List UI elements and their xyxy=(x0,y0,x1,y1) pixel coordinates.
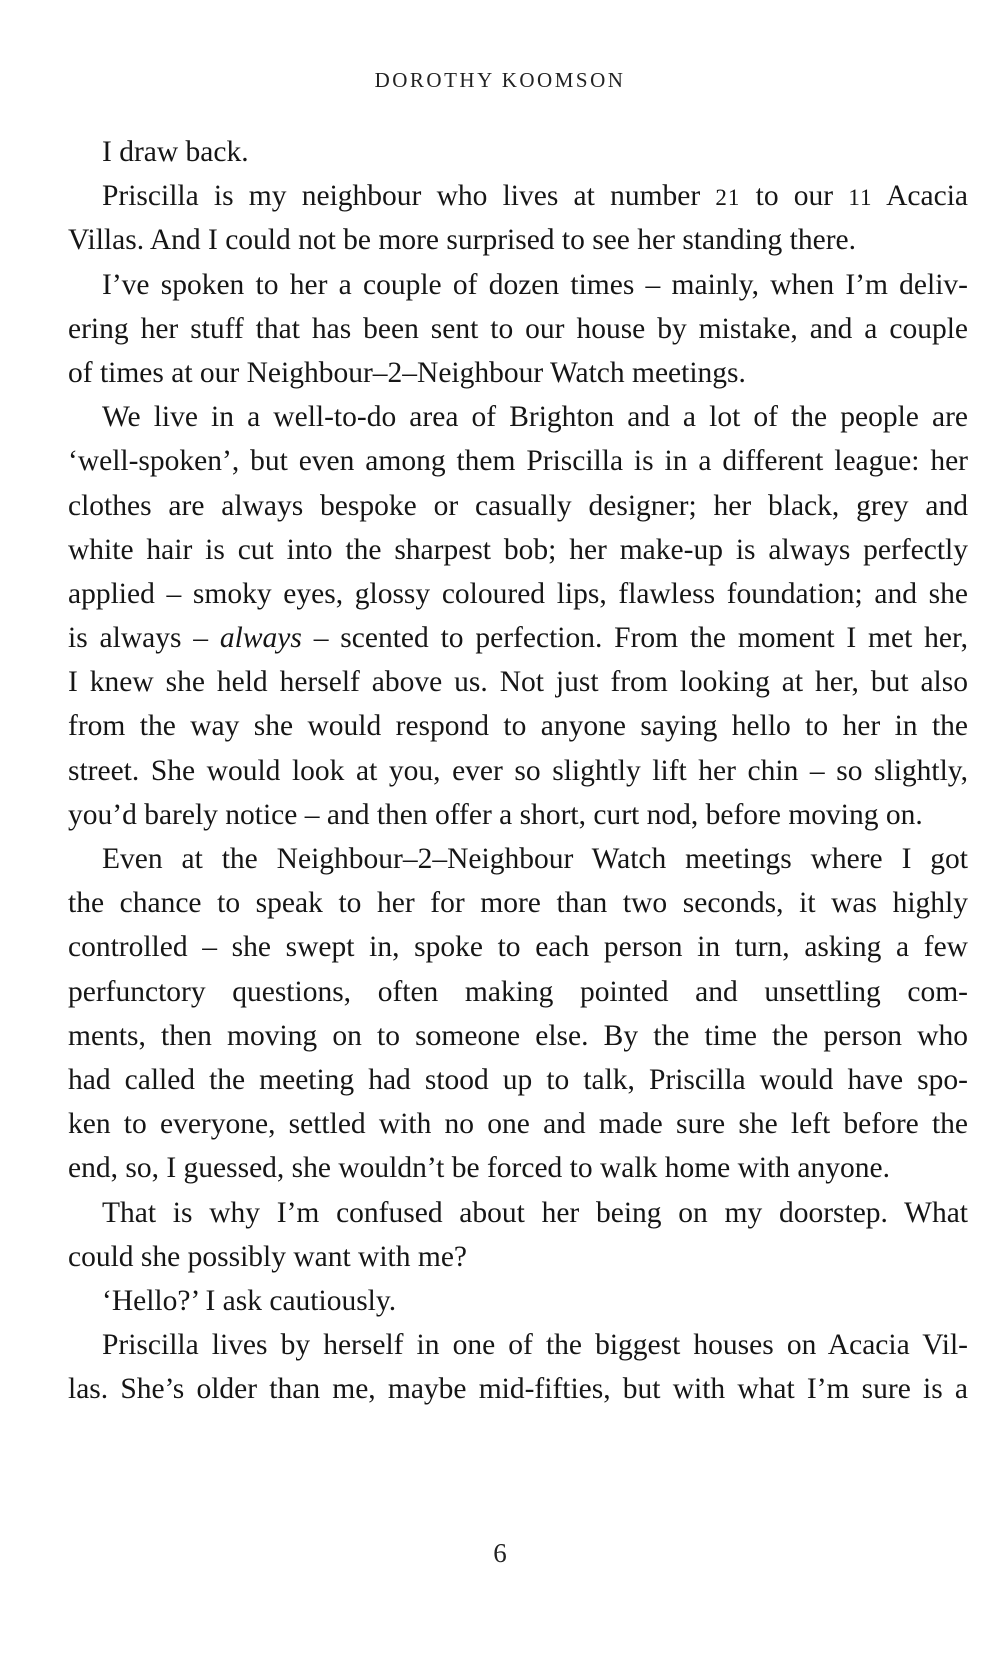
text-line: controlled – she swept in, spoke to each person in turn, asking a few xyxy=(68,931,968,964)
text-line: We live in a well-to-do area of Brighton and a lot of the people are xyxy=(102,401,968,434)
text-line: end, so, I guessed, she wouldn’t be forced to walk home with anyone. xyxy=(68,1152,890,1185)
text-line: perfunctory questions, often making pointed and unsettling com- xyxy=(68,975,968,1008)
page-number: 6 xyxy=(493,1538,507,1568)
text-line: you’d barely notice – and then offer a short, curt nod, before moving on. xyxy=(68,798,923,831)
body-text xyxy=(68,130,968,1411)
text-line: las. She’s older than me, maybe mid-fifties, but with what I’m sure is a xyxy=(68,1373,968,1406)
text-line: ken to everyone, settled with no one and made sure she left before the xyxy=(68,1108,968,1141)
text-line: the chance to speak to her for more than two seconds, it was highly xyxy=(68,887,968,920)
text-line: from the way she would respond to anyone saying hello to her in the xyxy=(68,710,968,743)
text-line: white hair is cut into the sharpest bob; her make-up is always perfectly xyxy=(68,533,968,566)
text-line: That is why I’m confused about her being on my doorstep. What xyxy=(102,1196,968,1229)
text-line: applied – smoky eyes, glossy coloured lips, flawless foundation; and she xyxy=(68,577,968,610)
text-line: I’ve spoken to her a couple of dozen times – mainly, when I’m deliv- xyxy=(102,268,968,301)
text-line: Priscilla lives by herself in one of the biggest houses on Acacia Vil- xyxy=(102,1329,968,1362)
text-line: ‘well-spoken’, but even among them Priscilla is in a different league: her xyxy=(68,445,968,478)
text-line: Villas. And I could not be more surprised to see her standing there. xyxy=(68,224,856,257)
text-line: ments, then moving on to someone else. By the time the person who xyxy=(68,1019,968,1052)
text-line: ering her stuff that has been sent to our house by mistake, and a couple xyxy=(68,312,968,345)
text-line: I knew she held herself above us. Not just from looking at her, but also xyxy=(68,666,968,699)
text-line: street. She would look at you, ever so slightly lift her chin – so slightly, xyxy=(68,754,968,787)
text-segment: – scented to perfection. From the moment I met her, xyxy=(301,622,968,655)
text-line xyxy=(68,616,968,660)
house-number: 11 xyxy=(848,185,873,211)
text-line: clothes are always bespoke or casually designer; her black, grey and xyxy=(68,489,968,522)
text-line: had called the meeting had stood up to talk, Priscilla would have spo- xyxy=(68,1063,968,1096)
text-line: ‘Hello?’ I ask cautiously. xyxy=(102,1284,397,1317)
text-segment: is always – xyxy=(68,622,220,655)
text-line: I draw back. xyxy=(102,136,249,168)
text-line: Priscilla is my neighbour who lives at number 21 to our 11 Acacia xyxy=(102,180,968,213)
emphasis: always xyxy=(219,622,302,655)
text-line: could she possibly want with me? xyxy=(68,1240,468,1273)
text-line: Even at the Neighbour–2–Neighbour Watch meetings where I got xyxy=(102,843,968,875)
running-head: DOROTHY KOOMSON xyxy=(374,68,626,92)
house-number: 21 xyxy=(715,185,741,211)
text-line: of times at our Neighbour–2–Neighbour Watch meetings. xyxy=(68,356,746,389)
